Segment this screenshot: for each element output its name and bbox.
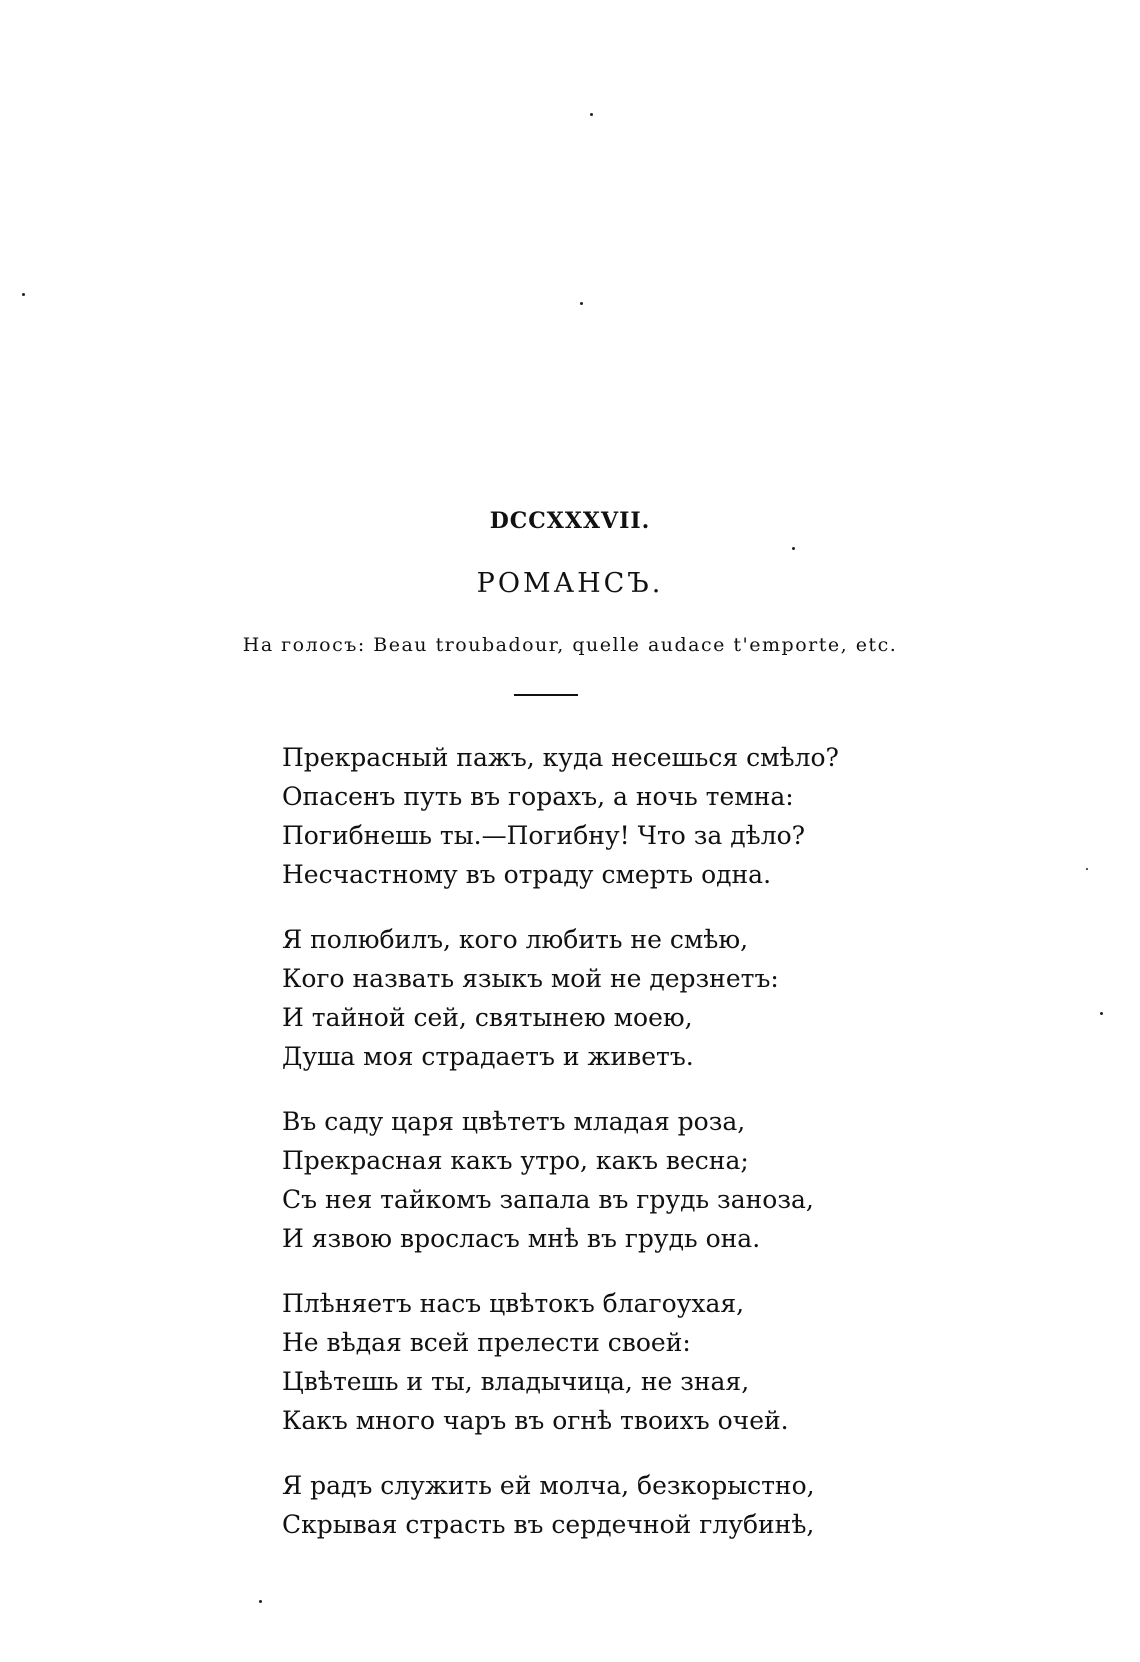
- poem-number: DCCXXXVII.: [489, 508, 651, 534]
- verse-line: Не вѣдая всей прелести своей:: [282, 1328, 691, 1357]
- verse-line: И язвою вросласъ мнѣ въ грудь она.: [282, 1224, 761, 1253]
- title-divider: [514, 694, 578, 696]
- verse-line: Какъ много чаръ въ огнѣ твоихъ очей.: [282, 1406, 789, 1435]
- verse-line: Въ саду царя цвѣтетъ младая роза,: [282, 1107, 746, 1136]
- page-speck: [792, 547, 795, 550]
- stanza: [282, 738, 882, 894]
- verse-line: И тайной сей, святынею моею,: [282, 1003, 693, 1032]
- stanza: [282, 1284, 882, 1440]
- verse-line: Погибнешь ты.—Погибну! Что за дѣло?: [282, 821, 806, 850]
- verse-line: Опасенъ путь въ горахъ, а ночь темна:: [282, 782, 794, 811]
- stanza: [282, 920, 882, 1076]
- poem-body: [282, 738, 882, 1570]
- verse-line: Несчастному въ отраду смерть одна.: [282, 860, 772, 889]
- page-speck: [22, 293, 25, 296]
- stanza: [282, 1466, 882, 1544]
- verse-line: Душа моя страдаетъ и живетъ.: [282, 1042, 694, 1071]
- stanza: [282, 1102, 882, 1258]
- poem-title: РОМАНСЪ.: [476, 568, 664, 599]
- page-speck: [259, 1600, 262, 1603]
- page-speck: [1086, 868, 1088, 870]
- page-speck: [590, 113, 593, 116]
- verse-line: Я полюбилъ, кого любить не смѣю,: [282, 925, 749, 954]
- verse-line: Съ нея тайкомъ запала въ грудь заноза,: [282, 1185, 814, 1214]
- page-speck: [580, 302, 583, 305]
- verse-line: Прекрасная какъ утро, какъ весна;: [282, 1146, 749, 1175]
- page-speck: [1100, 1012, 1103, 1015]
- poem-subtitle: На голосъ: Beau troubadour, quelle audace t'emporte, etc.: [242, 634, 898, 656]
- verse-line: Скрывая страсть въ сердечной глубинѣ,: [282, 1510, 815, 1539]
- verse-line: Я радъ служить ей молча, безкорыстно,: [282, 1471, 815, 1500]
- verse-line: Плѣняетъ насъ цвѣтокъ благоухая,: [282, 1289, 745, 1318]
- verse-line: Прекрасный пажъ, куда несешься смѣло?: [282, 743, 839, 772]
- verse-line: Кого назвать языкъ мой не дерзнетъ:: [282, 964, 779, 993]
- verse-line: Цвѣтешь и ты, владычица, не зная,: [282, 1367, 750, 1396]
